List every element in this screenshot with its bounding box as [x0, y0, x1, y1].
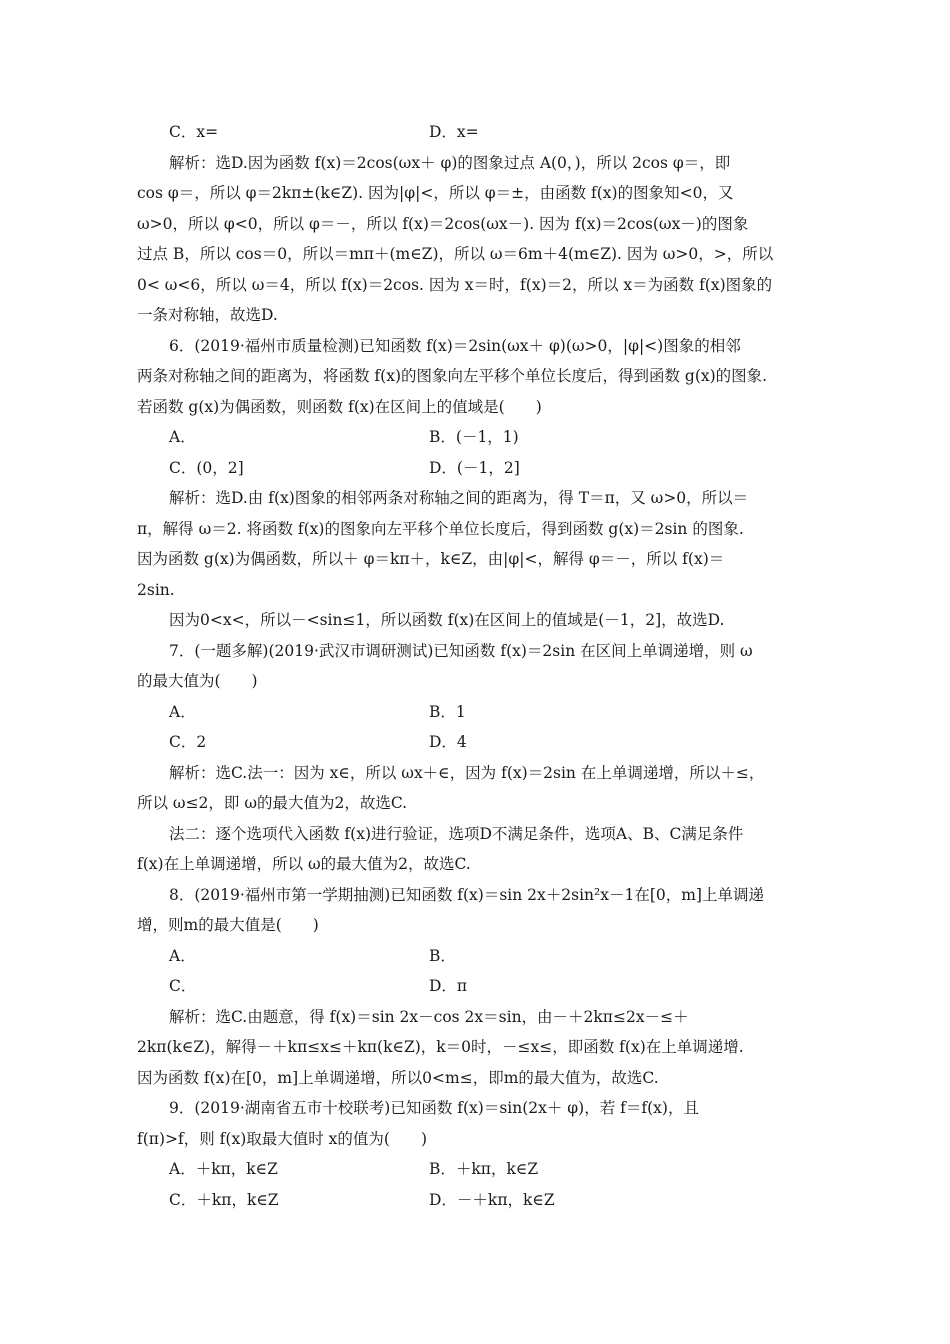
- option-row: [137, 971, 817, 1002]
- text-line: 解析：选C.法一：因为 x∈，所以 ωx＋∈，因为 f(x)＝2sin 在上单调递增，所以＋≤，: [169, 763, 765, 782]
- text-line: 7．(一题多解)(2019·武汉市调研测试)已知函数 f(x)＝2sin 在区间上单调递增，则 ω: [169, 641, 753, 660]
- text-line: 因为0<x<，所以－<sin≤1，所以函数 f(x)在区间上的值域是(－1，2]，故选D.: [169, 611, 725, 629]
- text-line: 的最大值为( ): [137, 672, 258, 690]
- text-line: 法二：逐个选项代入函数 f(x)进行验证，选项D不满足条件，选项A、B、C满足条件: [169, 824, 744, 843]
- option-right: D．－＋kπ，k∈Z: [429, 1190, 555, 1209]
- option-row: [137, 727, 817, 758]
- option-right: D．(－1，2]: [429, 458, 520, 477]
- option-row: [137, 117, 817, 148]
- option-right: D．x=: [429, 123, 479, 141]
- text-line: 8．(2019·福州市第一学期抽测)已知函数 f(x)＝sin 2x＋2sin²x－1在[0，m]上单调递: [169, 885, 764, 904]
- option-left: A．: [169, 946, 196, 965]
- text-line: 所以 ω≤2，即 ω的最大值为2，故选C.: [137, 794, 408, 812]
- text-line: 解析：选C.由题意，得 f(x)＝sin 2x－cos 2x＝sin，由－＋2kπ≤2x－≤＋: [169, 1007, 689, 1026]
- option-row: [137, 697, 817, 728]
- option-row: [137, 941, 817, 972]
- text-line: 因为函数 f(x)在[0，m]上单调递增，所以0<m≤，即m的最大值为，故选C.: [137, 1068, 659, 1087]
- text-line: f(π)>f，则 f(x)取最大值时 x的值为( ): [137, 1129, 428, 1148]
- option-left: A．: [169, 428, 196, 446]
- option-left: C．: [169, 977, 197, 995]
- text-line: 因为函数 g(x)为偶函数，所以＋ φ＝kπ＋，k∈Z，由|φ|<，解得 φ＝－，所以 f(x)＝: [137, 550, 725, 568]
- solution-text-block: [137, 117, 817, 1215]
- option-row: [137, 453, 817, 484]
- option-right: D．π: [429, 977, 468, 995]
- option-left: A．＋kπ，k∈Z: [169, 1160, 278, 1178]
- text-line: 解析：选D.由 f(x)图象的相邻两条对称轴之间的距离为，得 T＝π，又 ω>0，所以＝: [169, 489, 749, 507]
- option-left: C．x=: [169, 123, 219, 141]
- option-left: C．(0，2]: [169, 458, 244, 477]
- option-row: [137, 1154, 817, 1185]
- text-line: 一条对称轴，故选D.: [137, 306, 278, 324]
- option-right: D．4: [429, 733, 467, 751]
- text-line: ω>0，所以 φ<0，所以 φ＝－，所以 f(x)＝2cos(ωx－). 因为 f(x)＝2cos(ωx－)的图象: [137, 214, 749, 233]
- text-line: 若函数 g(x)为偶函数，则函数 f(x)在区间上的值域是( ): [137, 397, 542, 416]
- text-line: 解析：选D.因为函数 f(x)＝2cos(ωx＋ φ)的图象过点 A(0，)，所以 2cos φ＝，即: [169, 153, 731, 172]
- text-line: 2kπ(k∈Z)，解得－＋kπ≤x≤＋kπ(k∈Z)，k＝0时，－≤x≤，即函数 f(x)在上单调递增.: [137, 1038, 744, 1056]
- option-row: [137, 422, 817, 453]
- option-right: B．: [429, 946, 456, 965]
- text-line: 过点 B，所以 cos＝0，所以＝mπ＋(m∈Z)，所以 ω＝6m＋4(m∈Z). 因为 ω>0，>，所以: [137, 245, 774, 263]
- option-row: [137, 1185, 817, 1216]
- option-left: C．＋kπ，k∈Z: [169, 1190, 279, 1209]
- text-line: 增，则m的最大值是( ): [137, 916, 319, 934]
- option-left: A．: [169, 702, 196, 721]
- text-line: f(x)在上单调递增，所以 ω的最大值为2，故选C.: [137, 855, 471, 873]
- option-right: B．(－1，1): [429, 428, 519, 446]
- option-right: B．1: [429, 702, 466, 721]
- option-right: B．＋kπ，k∈Z: [429, 1160, 539, 1178]
- text-line: 6．(2019·福州市质量检测)已知函数 f(x)＝2sin(ωx＋ φ)(ω>0，|φ|<)图象的相邻: [169, 336, 741, 355]
- text-line: 9．(2019·湖南省五市十校联考)已知函数 f(x)＝sin(2x＋ φ)，若 f＝f(x)，且: [169, 1099, 699, 1117]
- text-line: cos φ＝，所以 φ＝2kπ±(k∈Z). 因为|φ|<，所以 φ＝±，由函数 f(x)的图象知<0，又: [137, 184, 734, 202]
- text-line: π，解得 ω＝2. 将函数 f(x)的图象向左平移个单位长度后，得到函数 g(x)＝2sin 的图象.: [137, 519, 744, 538]
- option-left: C．2: [169, 733, 207, 751]
- text-line: 0< ω<6，所以 ω＝4，所以 f(x)＝2cos. 因为 x＝时，f(x)＝2，所以 x＝为函数 f(x)图象的: [137, 275, 773, 294]
- text-line: 两条对称轴之间的距离为，将函数 f(x)的图象向左平移个单位长度后，得到函数 g(x)的图象.: [137, 367, 768, 385]
- text-line: 2sin.: [137, 580, 175, 599]
